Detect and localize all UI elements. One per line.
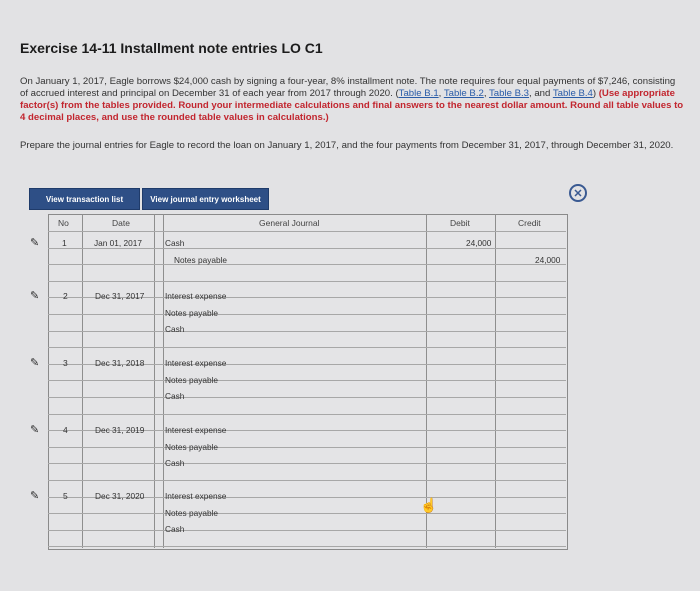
- entry-number: 4: [63, 425, 68, 435]
- entry-date[interactable]: Dec 31, 2017: [95, 291, 145, 301]
- entry-number: 5: [63, 491, 68, 501]
- entry-date[interactable]: Dec 31, 2018: [95, 358, 145, 368]
- account-name[interactable]: Cash: [165, 238, 185, 248]
- credit-amount[interactable]: 24,000: [535, 255, 561, 265]
- account-name[interactable]: Cash: [165, 458, 185, 468]
- intro-text: On January 1, 2017, Eagle borrows $24,000 cash by signing a four-year, 8% installment note. The note requires four equal payments of $7,246, consisting of accrued interest and principal on December 31 of each year from 2017 through 2020. (: [20, 76, 676, 99]
- pencil-icon[interactable]: ✎: [30, 290, 40, 302]
- grid-row-line: [48, 331, 566, 332]
- header-date: Date: [112, 218, 130, 228]
- account-name[interactable]: Interest expense: [165, 425, 227, 435]
- account-name[interactable]: Cash: [165, 524, 185, 534]
- pencil-icon[interactable]: ✎: [30, 237, 40, 249]
- instructions-text: (Use appropriate factor(s) from the tables provided. Round your intermediate calculations and final answers to the nearest dollar amount. Round all table values to 4 decimal places, and use the rounded table values in calculations.): [20, 88, 684, 123]
- header-general-journal: General Journal: [259, 218, 320, 228]
- table-b4-link[interactable]: Table B.4: [552, 88, 593, 99]
- pencil-icon[interactable]: ✎: [30, 357, 40, 369]
- grid-row-line: [48, 281, 566, 282]
- account-name[interactable]: Cash: [165, 391, 185, 401]
- grid-row-line: [48, 530, 566, 531]
- pencil-icon[interactable]: ✎: [30, 424, 40, 436]
- prompt-text: Prepare the journal entries for Eagle to record the loan on January 1, 2017, and the four payments from December 31, 2017, through December 31, 2020.: [20, 140, 674, 151]
- account-name[interactable]: Interest expense: [165, 358, 227, 368]
- table-b3-link[interactable]: Table B.3: [489, 88, 529, 99]
- view-transaction-list-button[interactable]: View transaction list: [29, 188, 140, 210]
- grid-row-line: [48, 264, 566, 265]
- account-name[interactable]: Notes payable: [165, 508, 219, 518]
- separator: ,: [438, 88, 444, 99]
- grid-row-line: [48, 380, 566, 381]
- header-debit: Debit: [450, 218, 470, 228]
- grid-row-line: [48, 480, 566, 481]
- account-name[interactable]: Notes payable: [165, 308, 219, 318]
- account-name[interactable]: Cash: [165, 324, 185, 334]
- grid-row-line: [48, 414, 566, 415]
- entry-date[interactable]: Dec 31, 2020: [95, 491, 145, 501]
- entry-date[interactable]: Dec 31, 2019: [95, 425, 145, 435]
- hand-cursor-icon: ☝: [420, 497, 438, 513]
- grid-row-line: [48, 347, 566, 348]
- account-name[interactable]: Notes payable: [174, 255, 228, 265]
- header-no: No: [58, 218, 69, 228]
- account-name[interactable]: Interest expense: [165, 291, 227, 301]
- grid-row-line: [48, 463, 566, 464]
- pencil-icon[interactable]: ✎: [30, 490, 40, 502]
- grid-row-line: [48, 546, 566, 547]
- debit-amount[interactable]: 24,000: [466, 238, 492, 248]
- table-b1-link[interactable]: Table B.1: [398, 88, 439, 99]
- grid-row-line: [48, 513, 566, 514]
- entry-date[interactable]: Jan 01, 2017: [94, 238, 142, 248]
- header-credit: Credit: [518, 218, 541, 228]
- page-title: Exercise 14-11 Installment note entries LO C1: [20, 40, 323, 56]
- separator: ): [592, 88, 599, 99]
- close-icon[interactable]: ✕: [569, 184, 587, 202]
- account-name[interactable]: Notes payable: [165, 375, 219, 385]
- separator: , and: [529, 88, 553, 99]
- entry-number: 3: [63, 358, 68, 368]
- view-journal-worksheet-button[interactable]: View journal entry worksheet: [142, 188, 269, 210]
- table-b2-link[interactable]: Table B.2: [443, 88, 484, 99]
- problem-description: [20, 76, 685, 124]
- account-name[interactable]: Notes payable: [165, 442, 219, 452]
- grid-row-line: [48, 248, 566, 249]
- grid-row-line: [48, 397, 566, 398]
- entry-number: 2: [63, 291, 68, 301]
- grid-row-line: [48, 314, 566, 315]
- entry-number: 1: [62, 238, 67, 248]
- account-name[interactable]: Interest expense: [165, 491, 227, 501]
- separator: ,: [483, 88, 489, 99]
- grid-row-line: [48, 447, 566, 448]
- grid-row-line: [48, 231, 566, 232]
